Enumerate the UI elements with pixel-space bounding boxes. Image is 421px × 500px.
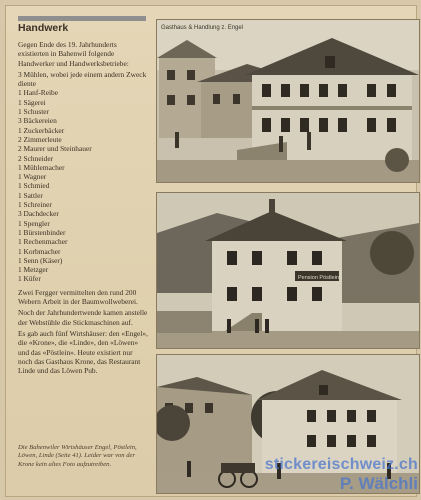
photo-engel-image bbox=[157, 20, 419, 182]
list-item: 1 Sattler bbox=[18, 190, 43, 200]
heading-rule bbox=[18, 16, 146, 21]
watermark bbox=[265, 456, 418, 494]
list-item: 1 Metzger bbox=[18, 265, 49, 275]
intro-paragraph: Gegen Ende des 19. Jahrhunderts existierten in Bahenwil folgende Handwerker und Handwerksbetriebe: bbox=[18, 40, 129, 68]
list-item: 1 Bürstenbinder bbox=[18, 227, 66, 237]
photo-engel-label: Gasthaus & Handlung z. Engel bbox=[161, 25, 244, 31]
list-item: 1 Sägerei bbox=[18, 97, 46, 107]
list-item: 1 Schuster bbox=[18, 107, 49, 117]
list-item: 1 Küfer bbox=[18, 274, 41, 284]
photo-poestlein bbox=[156, 192, 420, 349]
list-item: 2 Maurer und Steinhauer bbox=[18, 144, 92, 154]
list-item: 3 Bäckereien bbox=[18, 116, 57, 126]
list-item: 1 Wagner bbox=[18, 172, 47, 182]
watermark-author: P. Wälchli bbox=[339, 474, 418, 493]
list-item: 1 Schreiner bbox=[18, 200, 52, 210]
list-item: 1 Spengler bbox=[18, 218, 50, 228]
list-item: 1 Rechenmacher bbox=[18, 237, 68, 247]
list-item: 3 Mühlen, wobei jede einem andern Zweck diente bbox=[18, 69, 147, 89]
list-item: 1 Mühlemacher bbox=[18, 162, 65, 172]
list-item: 1 Schmied bbox=[18, 181, 50, 191]
body-text-column bbox=[18, 40, 148, 377]
list-item: 1 Senn (Käser) bbox=[18, 255, 63, 265]
embroidery-paragraph: Noch der Jahrhundertwende kamen anstelle der Webstühle die Stickmaschinen auf. bbox=[18, 308, 148, 327]
list-item: 1 Hanf-Reibe bbox=[18, 88, 59, 98]
list-item: 1 Zuckerbäcker bbox=[18, 125, 65, 135]
weavers-paragraph: Zwei Fergger vermittelten den rund 200 Webern Arbeit in der Baumwollweberei. bbox=[18, 287, 138, 307]
document-page bbox=[5, 5, 417, 497]
list-item: 2 Schneider bbox=[18, 153, 54, 163]
photo-caption: Die Bahenwiler Wirtshäuser Engel, Pöstlein, Löwen, Linde (Seite 41). Leider war von der Krone kein altes Foto aufzutreiben. bbox=[18, 444, 137, 468]
photo-engel bbox=[156, 19, 420, 183]
inns-paragraph: Es gab auch fünf Wirtshäuser: den «Engel», die «Krone», die «Linde», den «Löwen» und das «Pöstlein». Heute existiert nur noch das Gasthaus Krone, das Restaurant Linde und das Löwen Pub. bbox=[18, 328, 148, 376]
section-heading: Handwerk bbox=[18, 22, 69, 34]
photo-poestlein-sign: Pension Pöstlein bbox=[298, 275, 339, 281]
list-item: 3 Dachdecker bbox=[18, 209, 59, 219]
list-item: 2 Zimmerleute bbox=[18, 134, 62, 144]
photo-poestlein-image bbox=[157, 193, 419, 348]
trades-list bbox=[18, 70, 148, 284]
list-item: 1 Korbmacher bbox=[18, 246, 61, 256]
watermark-site: stickereischweiz.ch bbox=[264, 456, 418, 473]
